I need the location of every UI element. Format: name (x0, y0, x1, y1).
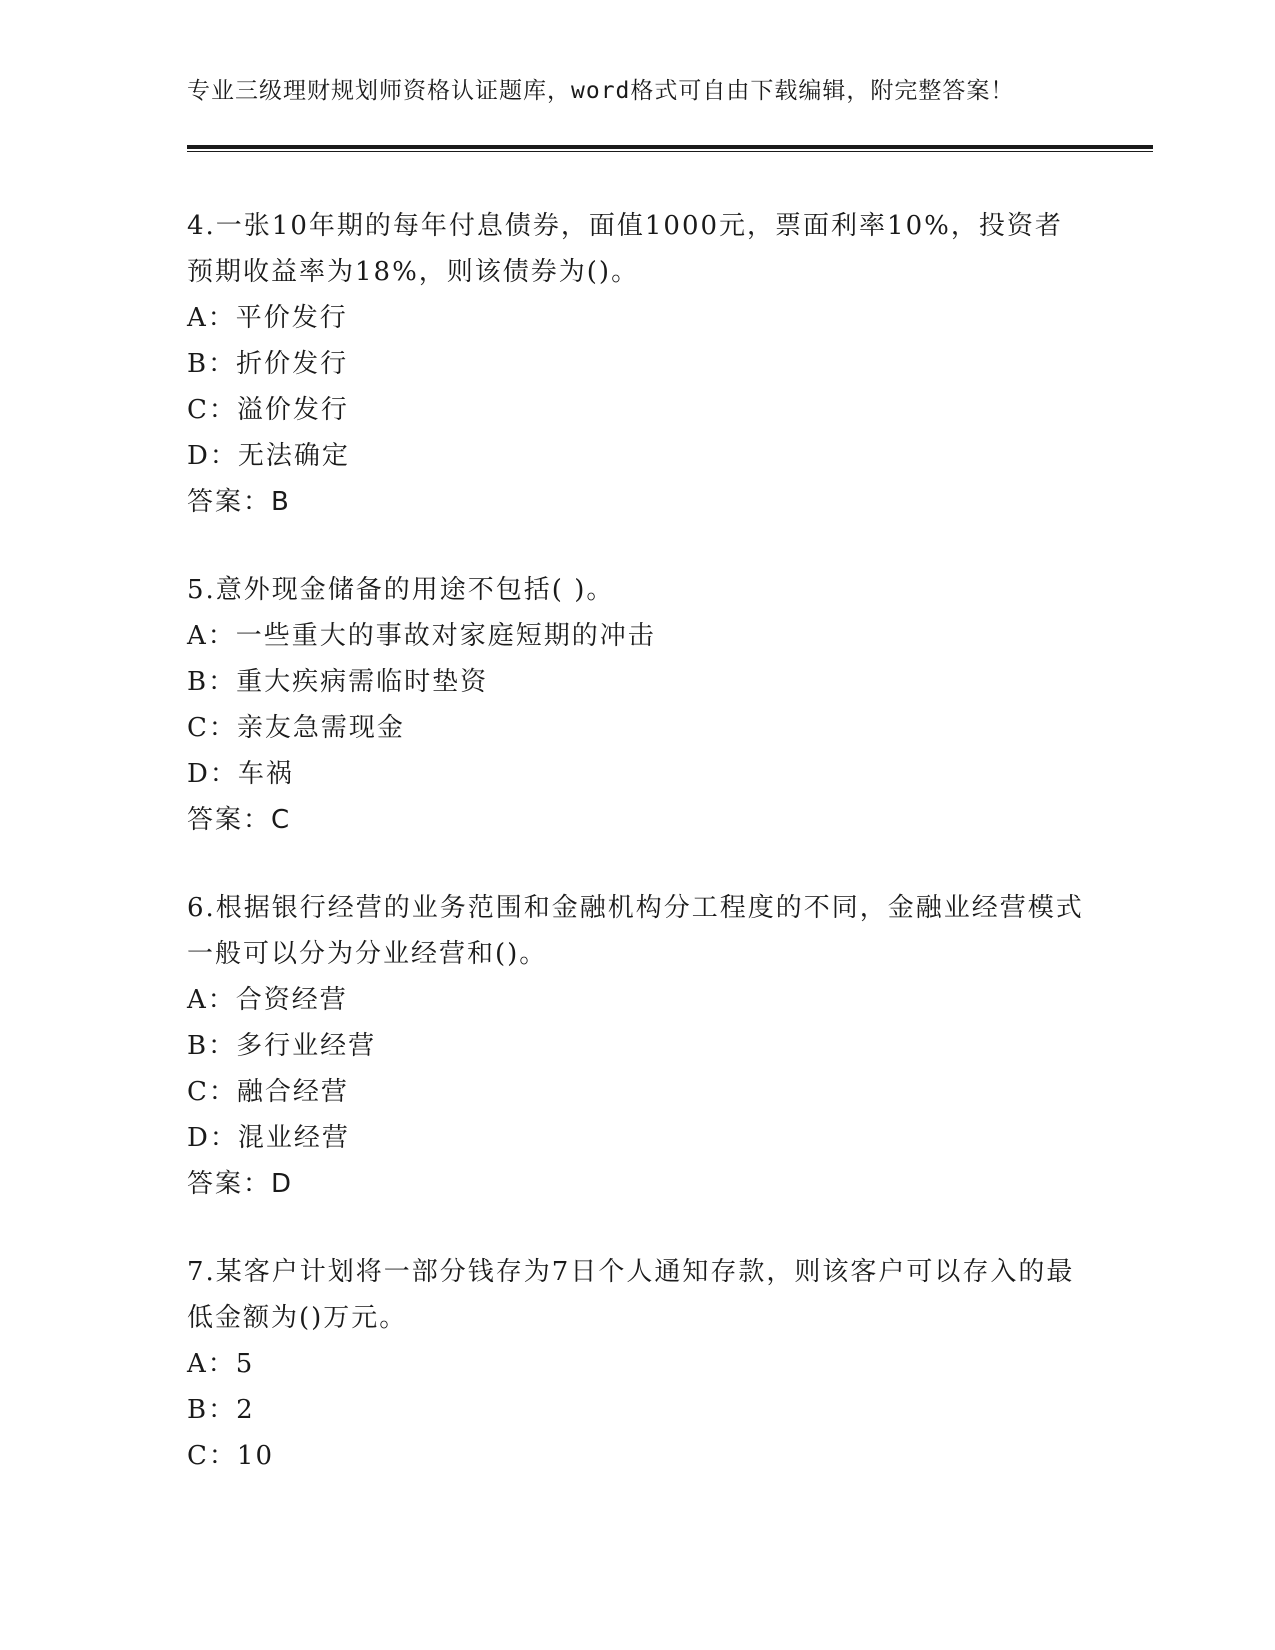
option-c (187, 1433, 1087, 1479)
option-text: 2 (236, 1395, 255, 1425)
option-d (187, 433, 1087, 479)
question-list (187, 203, 1087, 1521)
option-letter: C： (187, 1441, 237, 1471)
option-letter: B： (187, 349, 237, 379)
option-d (187, 1115, 1087, 1161)
question-5 (187, 567, 1087, 843)
option-letter: B： (187, 1031, 237, 1061)
option-text: 合资经营 (235, 985, 348, 1015)
option-letter: C： (187, 713, 237, 743)
option-text: 5 (235, 1349, 255, 1379)
option-text: 一些重大的事故对家庭短期的冲击 (235, 621, 656, 651)
option-c (187, 1069, 1087, 1115)
option-letter: A： (187, 1349, 236, 1379)
option-text: 10 (236, 1441, 274, 1471)
option-a (187, 295, 1087, 341)
option-a (187, 977, 1087, 1023)
question-stem: 6.根据银行经营的业务范围和金融机构分工程度的不同，金融业经营模式一般可以分为分业经营和()。 (187, 893, 1084, 969)
option-b (187, 1023, 1087, 1069)
option-letter: B： (187, 667, 237, 697)
option-text: 折价发行 (236, 349, 349, 379)
option-a (187, 613, 1087, 659)
option-letter: B： (187, 1395, 237, 1425)
option-letter: A： (187, 303, 236, 333)
option-b (187, 1387, 1087, 1433)
question-4 (187, 203, 1087, 525)
option-list (187, 613, 1087, 797)
option-letter: D： (187, 1123, 238, 1153)
option-letter: D： (187, 759, 238, 789)
option-list (187, 977, 1087, 1161)
option-text: 融合经营 (236, 1077, 349, 1107)
option-b (187, 341, 1087, 387)
answer-line: 答案：C (187, 805, 292, 835)
option-letter: C： (187, 1077, 237, 1107)
answer-line: 答案：B (187, 487, 291, 517)
option-letter: C： (187, 395, 237, 425)
question-stem: 7.某客户计划将一部分钱存为7日个人通知存款，则该客户可以存入的最低金额为()万元。 (187, 1257, 1075, 1333)
option-letter: A： (187, 985, 236, 1015)
question-stem: 4.一张10年期的每年付息债券，面值1000元，票面利率10%，投资者预期收益率为18%，则该债券为()。 (187, 211, 1063, 287)
option-b (187, 659, 1087, 705)
question-6 (187, 885, 1087, 1207)
option-list (187, 1341, 1087, 1479)
option-text: 溢价发行 (236, 395, 349, 425)
option-c (187, 387, 1087, 433)
option-c (187, 705, 1087, 751)
option-text: 多行业经营 (236, 1031, 377, 1061)
question-stem: 5.意外现金储备的用途不包括( )。 (187, 575, 615, 605)
option-list (187, 295, 1087, 479)
option-letter: D： (187, 441, 238, 471)
option-text: 重大疾病需临时垫资 (236, 667, 489, 697)
option-text: 混业经营 (237, 1123, 350, 1153)
page-header: 专业三级理财规划师资格认证题库，word格式可自由下载编辑，附完整答案！ (187, 78, 1015, 104)
option-a (187, 1341, 1087, 1387)
answer-line: 答案：D (187, 1169, 294, 1199)
header-divider-thin (187, 151, 1153, 152)
option-text: 平价发行 (235, 303, 348, 333)
question-7 (187, 1249, 1087, 1479)
header-divider-thick (187, 145, 1153, 149)
option-text: 车祸 (237, 759, 294, 789)
option-d (187, 751, 1087, 797)
option-letter: A： (187, 621, 236, 651)
option-text: 亲友急需现金 (236, 713, 405, 743)
option-text: 无法确定 (237, 441, 350, 471)
